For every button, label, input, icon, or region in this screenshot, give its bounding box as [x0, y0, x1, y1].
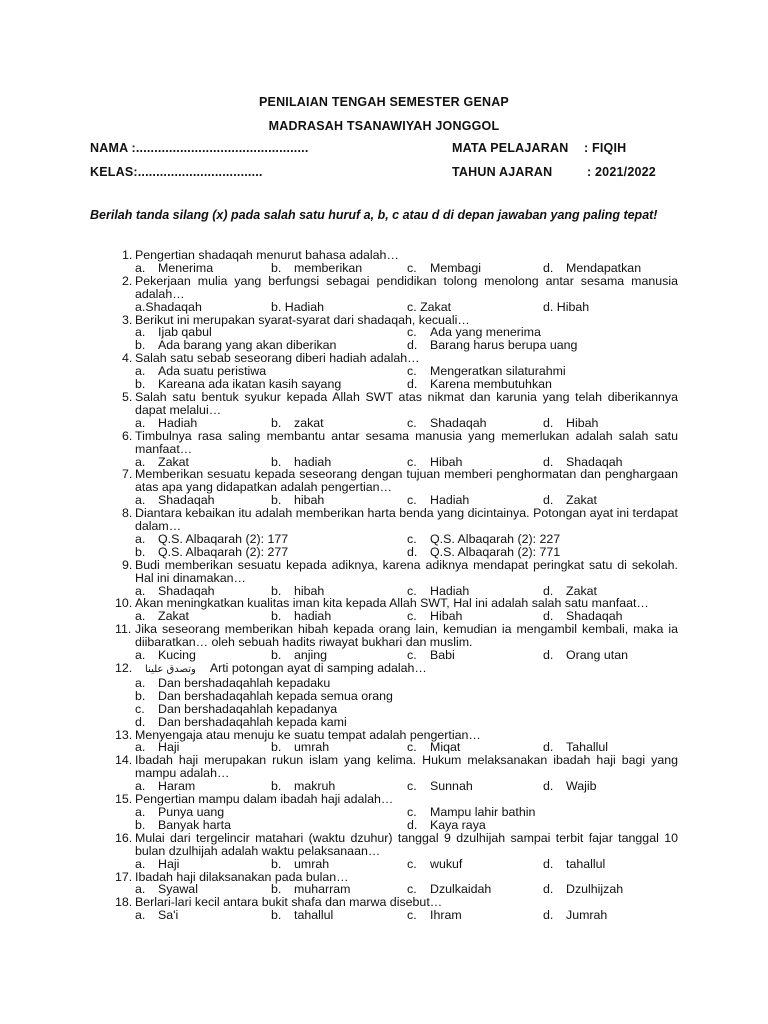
option-text: Ihram [430, 908, 462, 923]
answer-option[interactable] [407, 909, 543, 922]
options-row [90, 262, 678, 275]
question-row [90, 391, 678, 417]
option-letter: c. [407, 882, 417, 897]
answer-option[interactable] [543, 883, 679, 896]
question-number-label: 15. [115, 792, 133, 807]
option-text: Sa'i [158, 908, 179, 923]
option-letter: d. [543, 779, 554, 794]
question-list [90, 249, 678, 922]
question-item [90, 275, 678, 314]
question-item [90, 314, 678, 353]
answer-option[interactable] [543, 780, 679, 793]
answer-option[interactable] [543, 909, 679, 922]
option-letter: c. [407, 493, 417, 508]
option-text: Banyak harta [158, 817, 232, 832]
arabic-verse: وتصدق علينا [145, 664, 196, 675]
question-text: Jika seseorang memberikan hibah kepada orang lain, kemudian ia mengambil kembali, maka ia diibaratkan… oleh sebuah hadits riwayat bukhari dan muslim. [135, 622, 678, 650]
option-letter: c. [407, 648, 417, 663]
option-text: d. Hibah [543, 299, 590, 314]
option-letter: b. [271, 609, 282, 624]
option-text: c. Zakat [407, 299, 452, 314]
option-letter: b. [271, 882, 282, 897]
answer-option[interactable] [407, 780, 543, 793]
option-text: Hadiah [430, 493, 470, 508]
question-number-label: 17. [115, 869, 133, 884]
question-row [90, 662, 678, 677]
option-letter: b. [271, 779, 282, 794]
option-letter: a. [135, 415, 146, 430]
option-text: Q.S. Albaqarah (2): 277 [158, 544, 289, 559]
answer-option[interactable] [543, 649, 679, 662]
option-letter: a. [135, 260, 146, 275]
option-letter: b. [271, 454, 282, 469]
answer-option[interactable] [543, 417, 679, 430]
instructions: Berilah tanda silang (x) pada salah satu huruf a, b, c atau d di depan jawaban yang paling tepat! [90, 208, 658, 222]
question-number-label: 13. [115, 727, 133, 742]
option-letter: d. [543, 609, 554, 624]
class-field: KELAS:.................................. [90, 165, 263, 179]
option-text: Sunnah [430, 779, 473, 794]
option-text: Ijab qabul [158, 325, 212, 340]
options-row [90, 909, 678, 922]
question-number [90, 249, 135, 262]
option-letter: a. [135, 675, 146, 690]
option-text: makruh [294, 779, 336, 794]
answer-option[interactable] [543, 262, 679, 275]
answer-option[interactable] [135, 909, 271, 922]
answer-option[interactable] [135, 819, 407, 832]
question-number-label: 3. [122, 312, 133, 327]
question-item [90, 793, 678, 832]
question-number [90, 832, 135, 858]
question-text [135, 662, 678, 677]
question-row [90, 507, 678, 533]
academic-year-field [452, 165, 656, 179]
option-text: Miqat [430, 740, 461, 755]
option-letter: d. [543, 415, 554, 430]
option-letter: c. [407, 325, 417, 340]
question-text: Pekerjaan mulia yang berfungsi sebagai pendidikan tolong menolong antar sesama manusia adalah… [135, 273, 678, 301]
subject-value: : FIQIH [584, 141, 627, 155]
option-letter: b. [135, 817, 146, 832]
option-text: Shadaqah [566, 454, 623, 469]
question-number-label: 8. [122, 506, 133, 521]
question-number [90, 507, 135, 533]
option-text: hadiah [294, 609, 332, 624]
question-number-label: 16. [115, 830, 133, 845]
option-letter: b. [271, 415, 282, 430]
options-row [90, 417, 678, 430]
question-item [90, 391, 678, 430]
question-item [90, 754, 678, 793]
question-item [90, 559, 678, 598]
option-letter: b. [135, 338, 146, 353]
exam-title: PENILAIAN TENGAH SEMESTER GENAP [259, 95, 509, 109]
option-text: Mendapatkan [566, 260, 642, 275]
name-field: NAMA :............................................... [90, 141, 309, 155]
question-number [90, 623, 135, 649]
answer-option[interactable] [271, 262, 407, 275]
question-row [90, 468, 678, 494]
options-row [90, 301, 678, 314]
answer-option[interactable] [135, 715, 347, 729]
option-letter: b. [271, 908, 282, 923]
answer-option[interactable] [271, 417, 407, 430]
option-letter: c. [407, 740, 417, 755]
option-letter: c. [407, 804, 417, 819]
option-text: hadiah [294, 454, 332, 469]
option-letter: d. [543, 648, 554, 663]
option-letter: a. [135, 364, 146, 379]
question-number-label: 11. [115, 622, 132, 637]
question-number [90, 754, 135, 780]
question-number-label: 14. [115, 753, 133, 768]
option-letter: d. [543, 260, 554, 275]
option-text: Kaya raya [430, 817, 486, 832]
option-text: Dzulkaidah [430, 882, 492, 897]
answer-option[interactable] [135, 417, 271, 430]
question-text: Memberikan sesuatu kepada seseorang dengan tujuan memberi penghormatan dan penghargaan atas apa yang didapatkan adalah pengertian… [135, 467, 678, 495]
option-text: Jumrah [566, 908, 608, 923]
academic-year-value: : 2021/2022 [587, 165, 656, 179]
option-letter: d. [407, 338, 418, 353]
option-letter: a. [135, 325, 146, 340]
answer-option[interactable] [271, 301, 407, 314]
question-item [90, 249, 678, 275]
answer-option[interactable] [135, 262, 271, 275]
answer-option[interactable] [271, 858, 407, 871]
option-text: Kucing [158, 648, 196, 663]
options-row [90, 819, 678, 832]
option-letter: a. [135, 882, 146, 897]
option-letter: c. [407, 779, 417, 794]
option-letter: c. [407, 908, 417, 923]
question-row [90, 623, 678, 649]
option-text: Ada suatu peristiwa [158, 364, 267, 379]
option-letter: a. [135, 740, 146, 755]
question-item [90, 507, 678, 559]
question-number [90, 468, 135, 494]
option-letter: c. [407, 583, 417, 598]
question-text-label: Arti potongan ayat di samping adalah… [209, 661, 427, 675]
question-item [90, 352, 678, 391]
question-number [90, 871, 135, 884]
option-text: Dan bershadaqahlah kepada semua orang [158, 688, 393, 703]
question-text: Pengertian shadaqah menurut bahasa adalah… [135, 248, 399, 262]
option-letter: a. [135, 648, 146, 663]
question-number [90, 729, 135, 742]
question-number-label: 2. [122, 273, 133, 288]
option-text: Dzulhijzah [566, 882, 624, 897]
option-text: muharram [294, 882, 351, 897]
option-letter: c. [407, 531, 417, 546]
question-row [90, 559, 678, 585]
answer-option[interactable] [407, 858, 543, 871]
option-text: Zakat [158, 609, 189, 624]
question-text: Ibadah haji dilaksanakan pada bulan… [135, 869, 349, 884]
answer-option[interactable] [407, 417, 543, 430]
option-letter: d. [543, 583, 554, 598]
question-number-label: 9. [122, 557, 133, 572]
option-letter: d. [135, 714, 146, 729]
question-number-label: 7. [122, 467, 133, 482]
options-row [90, 716, 678, 729]
option-text: Karena membutuhkan [430, 377, 552, 392]
option-letter: a. [135, 454, 146, 469]
option-letter: d. [543, 493, 554, 508]
question-text: Pengertian mampu dalam ibadah haji adalah… [135, 792, 394, 807]
option-letter: c. [407, 454, 417, 469]
option-text: Zakat [566, 583, 597, 598]
option-letter: b. [271, 493, 282, 508]
option-letter: b. [135, 544, 146, 559]
option-text: Dan bershadaqahlah kepadaku [158, 675, 331, 690]
option-text: Orang utan [566, 648, 628, 663]
option-letter: b. [271, 740, 282, 755]
option-letter: d. [407, 544, 418, 559]
option-text: Hibah [430, 609, 463, 624]
question-number [90, 896, 135, 909]
answer-option[interactable] [407, 339, 679, 352]
option-text: umrah [294, 856, 330, 871]
question-row [90, 275, 678, 301]
question-text: Diantara kebaikan itu adalah memberikan harta benda yang dicintainya. Potongan ayat ini terdapat dalam… [135, 506, 678, 534]
question-number [90, 275, 135, 301]
option-letter: d. [543, 454, 554, 469]
option-letter: a. [135, 779, 146, 794]
option-letter: c. [407, 856, 417, 871]
option-text: Q.S. Albaqarah (2): 771 [430, 544, 561, 559]
question-number-label: 5. [122, 389, 133, 404]
question-text: Timbulnya rasa saling membantu antar sesama manusia yang memerlukan adalah salah satu manfaat… [135, 428, 678, 456]
option-text: Zakat [158, 454, 189, 469]
option-text: Q.S. Albaqarah (2): 177 [158, 531, 289, 546]
option-letter: c. [135, 701, 145, 716]
answer-option[interactable] [135, 546, 407, 559]
option-text: Dan bershadaqahlah kepadanya [158, 701, 338, 716]
option-letter: b. [135, 688, 146, 703]
school-name: MADRASAH TSANAWIYAH JONGGOL [268, 119, 500, 133]
answer-option[interactable] [135, 676, 330, 690]
question-row [90, 430, 678, 456]
option-letter: d. [543, 908, 554, 923]
option-text: hibah [294, 493, 325, 508]
answer-option[interactable] [407, 301, 543, 314]
option-text: Zakat [566, 493, 597, 508]
option-text: Haram [158, 779, 196, 794]
option-letter: d. [543, 856, 554, 871]
answer-option[interactable] [407, 649, 543, 662]
option-text: hibah [294, 583, 325, 598]
question-text: Ibadah haji merupakan rukun islam yang kelima. Hukum melaksanakan ibadah haji bagi yang mampu adalah… [135, 753, 678, 781]
option-letter: a. [135, 908, 146, 923]
answer-option[interactable] [135, 301, 271, 314]
option-text: Barang harus berupa uang [430, 338, 578, 353]
option-letter: a. [135, 856, 146, 871]
option-letter: a. [135, 804, 146, 819]
question-row [90, 754, 678, 780]
option-text: Punya uang [158, 804, 225, 819]
option-text: Haji [158, 856, 180, 871]
question-item [90, 871, 678, 897]
option-letter: c. [407, 415, 417, 430]
option-letter: b. [271, 648, 282, 663]
option-text: b. Hadiah [271, 299, 325, 314]
answer-option[interactable] [271, 909, 407, 922]
answer-option[interactable] [135, 689, 393, 703]
option-letter: b. [135, 377, 146, 392]
option-text: Mengeratkan silaturahmi [430, 364, 566, 379]
question-item [90, 662, 678, 729]
option-text: umrah [294, 740, 330, 755]
question-text: Salah satu sebab seseorang diberi hadiah adalah… [135, 351, 420, 366]
answer-option[interactable] [407, 546, 679, 559]
option-text: Shadaqah [158, 493, 215, 508]
option-text: Shadaqah [566, 609, 623, 624]
option-letter: d. [543, 882, 554, 897]
question-number [90, 314, 135, 327]
answer-option[interactable] [543, 858, 679, 871]
options-row [90, 546, 678, 559]
option-text: Hadiah [430, 583, 470, 598]
question-number-label: 18. [115, 895, 133, 910]
option-text: Syawal [158, 882, 198, 897]
answer-option[interactable] [407, 262, 543, 275]
question-number-label: 10. [115, 596, 133, 611]
question-item [90, 896, 678, 922]
question-number [90, 662, 135, 677]
question-number [90, 597, 135, 610]
academic-year-label: TAHUN AJARAN [452, 165, 553, 179]
question-number [90, 559, 135, 585]
question-text: Akan meningkatkan kualitas iman kita kepada Allah SWT, Hal ini adalah salah satu manfaat… [135, 596, 649, 611]
question-number [90, 352, 135, 365]
question-text: Mulai dari tergelincir matahari (waktu dzuhur) tanggal 9 dzulhijah sampai terbit fajar tanggal 10 bulan dzulhijah adalah waktu pelaksanaan… [135, 830, 678, 858]
option-text: wukuf [430, 856, 463, 871]
option-text: Tahallul [566, 740, 609, 755]
question-number [90, 430, 135, 456]
option-text: Menerima [158, 260, 214, 275]
question-text: Salah satu bentuk syukur kepada Allah SWT atas nikmat dan karunia yang telah diberikannya dapat melalui… [135, 389, 678, 417]
options-row [90, 858, 678, 871]
question-item [90, 623, 678, 662]
option-text: Membagi [430, 260, 481, 275]
option-letter: a. [135, 609, 146, 624]
answer-option[interactable] [135, 702, 337, 716]
option-text: zakat [294, 415, 324, 430]
option-text: Ada barang yang akan diberikan [158, 338, 337, 353]
question-number-label: 4. [122, 351, 133, 366]
option-letter: b. [271, 583, 282, 598]
option-letter: a. [135, 583, 146, 598]
option-text: Hibah [430, 454, 463, 469]
question-number-label: 1. [122, 248, 133, 262]
question-item [90, 597, 678, 623]
question-text: Berlari-lari kecil antara bukit shafa dan marwa disebut… [135, 895, 443, 910]
question-item [90, 729, 678, 755]
subject-label: MATA PELAJARAN [452, 141, 569, 155]
option-text: Kareana ada ikatan kasih sayang [158, 377, 342, 392]
option-text: a.Shadaqah [135, 299, 202, 314]
option-text: memberikan [294, 260, 363, 275]
option-text: Babi [430, 648, 455, 663]
subject-field [452, 141, 626, 155]
option-text: tahallul [566, 856, 606, 871]
option-letter: d. [543, 740, 554, 755]
question-number-label: 12. [115, 661, 133, 675]
option-text: tahallul [294, 908, 334, 923]
option-text: Shadaqah [430, 415, 487, 430]
answer-option[interactable] [135, 858, 271, 871]
option-text: Q.S. Albaqarah (2): 227 [430, 531, 561, 546]
question-item [90, 832, 678, 871]
option-letter: a. [135, 493, 146, 508]
question-number [90, 793, 135, 806]
option-text: Dan bershadaqahlah kepada kami [158, 714, 347, 729]
answer-option[interactable] [407, 819, 679, 832]
option-text: Hibah [566, 415, 599, 430]
option-letter: a. [135, 531, 146, 546]
option-letter: d. [407, 377, 418, 392]
option-text: Hadiah [158, 415, 198, 430]
option-text: Mampu lahir bathin [430, 804, 536, 819]
question-number [90, 391, 135, 417]
option-text: Ada yang menerima [430, 325, 541, 340]
option-letter: c. [407, 609, 417, 624]
option-text: anjing [294, 648, 328, 663]
question-item [90, 430, 678, 469]
option-letter: c. [407, 364, 417, 379]
question-item [90, 468, 678, 507]
option-letter: d. [407, 817, 418, 832]
question-row [90, 832, 678, 858]
question-text: Menyengaja atau menuju ke suatu tempat adalah pengertian… [135, 727, 481, 742]
answer-option[interactable] [543, 301, 679, 314]
question-number-label: 6. [122, 428, 133, 443]
option-text: Haji [158, 740, 180, 755]
option-letter: c. [407, 260, 417, 275]
option-letter: b. [271, 856, 282, 871]
question-text: Budi memberikan sesuatu kepada adiknya, karena adiknya mendapat peringkat satu di sekolah. Hal ini dinamakan… [135, 557, 678, 585]
option-text: Shadaqah [158, 583, 215, 598]
option-letter: b. [271, 260, 282, 275]
question-text: Berikut ini merupakan syarat-syarat dari shadaqah, kecuali… [135, 312, 470, 327]
option-text: Wajib [566, 779, 597, 794]
